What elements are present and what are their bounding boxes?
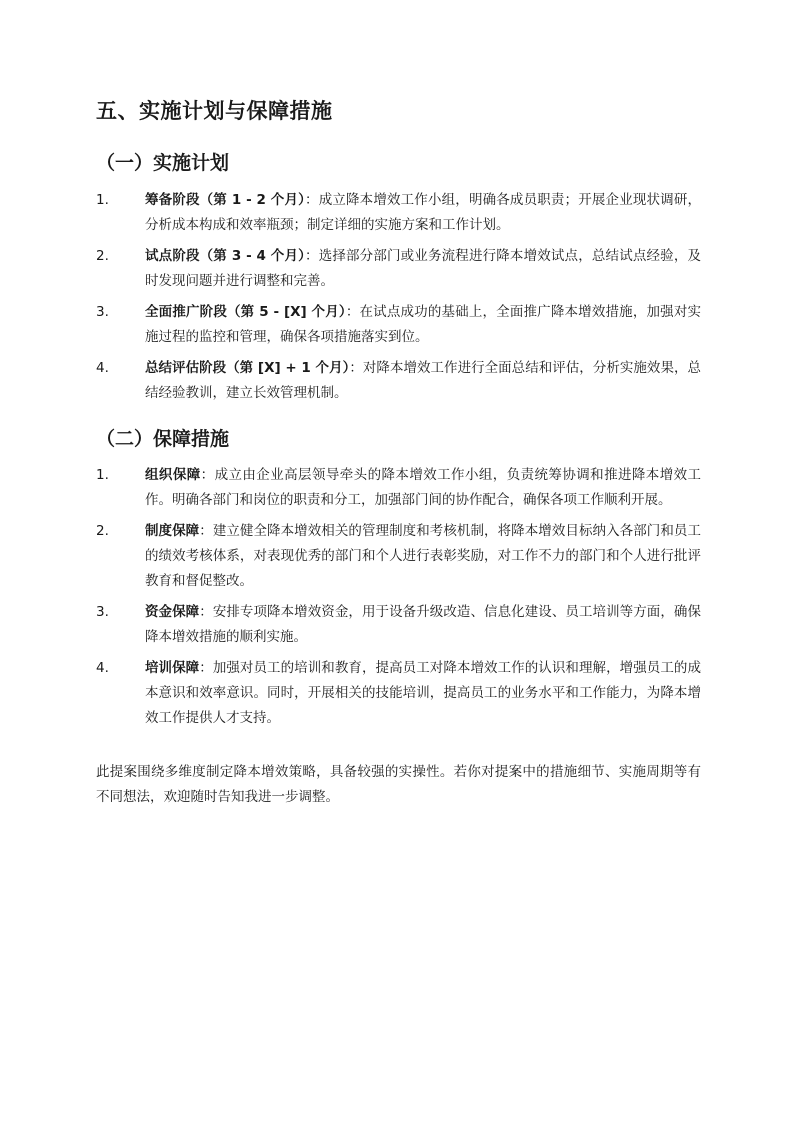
list-item bbox=[0, 356, 794, 406]
list-item bbox=[0, 300, 794, 350]
item-separator: ： bbox=[305, 248, 319, 264]
item-separator: ： bbox=[199, 660, 213, 676]
item-description: 建立健全降本增效相关的管理制度和考核机制，将降本增效目标纳入各部门和员工的绩效考核体系，对表现优秀的部门和个人进行表彰奖励，对工作不力的部门和个人进行批评教育和督促整改。 bbox=[145, 523, 701, 589]
item-term: 全面推广阶段（第 5 - [X] 个月） bbox=[145, 304, 346, 320]
item-number: 1. bbox=[96, 467, 109, 483]
plan-heading: （一）实施计划 bbox=[96, 152, 230, 174]
item-number: 2. bbox=[96, 523, 109, 539]
item-separator: ： bbox=[345, 304, 360, 320]
item-number: 3. bbox=[96, 304, 109, 320]
item-description: 对降本增效工作进行全面总结和评估，分析实施效果，总结经验教训，建立长效管理机制。 bbox=[145, 360, 701, 401]
list-item bbox=[0, 600, 794, 650]
item-text bbox=[145, 300, 701, 350]
item-text bbox=[145, 463, 701, 513]
item-term: 制度保障 bbox=[145, 523, 200, 539]
item-description: 成立由企业高层领导牵头的降本增效工作小组，负责统筹协调和推进降本增效工作。明确各部门和岗位的职责和分工，加强部门间的协作配合，确保各项工作顺利开展。 bbox=[145, 467, 702, 508]
item-separator: ： bbox=[199, 523, 213, 539]
guarantee-list bbox=[0, 463, 794, 731]
guarantee-heading: （二）保障措施 bbox=[96, 428, 230, 450]
item-text bbox=[145, 244, 701, 294]
item-text bbox=[145, 188, 701, 238]
item-term: 资金保障 bbox=[145, 604, 200, 620]
item-separator: ： bbox=[199, 604, 213, 620]
section-title: 五、实施计划与保障措施 bbox=[96, 99, 333, 123]
item-number: 3. bbox=[96, 604, 109, 620]
closing-paragraph: 此提案围绕多维度制定降本增效策略，具备较强的实操性。若你对提案中的措施细节、实施周期等有不同想法，欢迎随时告知我进一步调整。 bbox=[96, 764, 701, 805]
list-item bbox=[0, 244, 794, 294]
item-term: 筹备阶段（第 1 - 2 个月） bbox=[145, 192, 306, 208]
plan-list bbox=[0, 188, 794, 406]
item-text bbox=[145, 600, 701, 650]
item-text bbox=[145, 656, 701, 731]
item-description: 成立降本增效工作小组，明确各成员职责；开展企业现状调研，分析成本构成和效率瓶颈；制定详细的实施方案和工作计划。 bbox=[145, 192, 701, 233]
list-item bbox=[0, 188, 794, 238]
item-text bbox=[145, 356, 701, 406]
item-term: 组织保障 bbox=[145, 467, 201, 483]
list-item bbox=[0, 463, 794, 513]
item-number: 2. bbox=[96, 248, 109, 264]
item-separator: ： bbox=[200, 467, 215, 483]
item-separator: ： bbox=[349, 360, 363, 376]
item-term: 培训保障 bbox=[145, 660, 200, 676]
item-number: 4. bbox=[96, 660, 109, 676]
item-term: 总结评估阶段（第 [X] + 1 个月） bbox=[145, 360, 350, 376]
item-description: 加强对员工的培训和教育，提高员工对降本增效工作的认识和理解，增强员工的成本意识和效率意识。同时，开展相关的技能培训，提高员工的业务水平和工作能力，为降本增效工作提供人才支持。 bbox=[145, 660, 701, 726]
item-number: 4. bbox=[96, 360, 109, 376]
list-item bbox=[0, 519, 794, 594]
item-term: 试点阶段（第 3 - 4 个月） bbox=[145, 248, 306, 264]
item-description: 选择部分部门或业务流程进行降本增效试点，总结试点经验，及时发现问题并进行调整和完善。 bbox=[145, 248, 701, 289]
item-number: 1. bbox=[96, 192, 109, 208]
list-item bbox=[0, 656, 794, 731]
item-separator: ： bbox=[305, 192, 319, 208]
item-description: 安排专项降本增效资金，用于设备升级改造、信息化建设、员工培训等方面，确保降本增效措施的顺利实施。 bbox=[145, 604, 701, 645]
item-description: 在试点成功的基础上，全面推广降本增效措施，加强对实施过程的监控和管理，确保各项措施落实到位。 bbox=[145, 304, 702, 345]
item-text bbox=[145, 519, 701, 594]
